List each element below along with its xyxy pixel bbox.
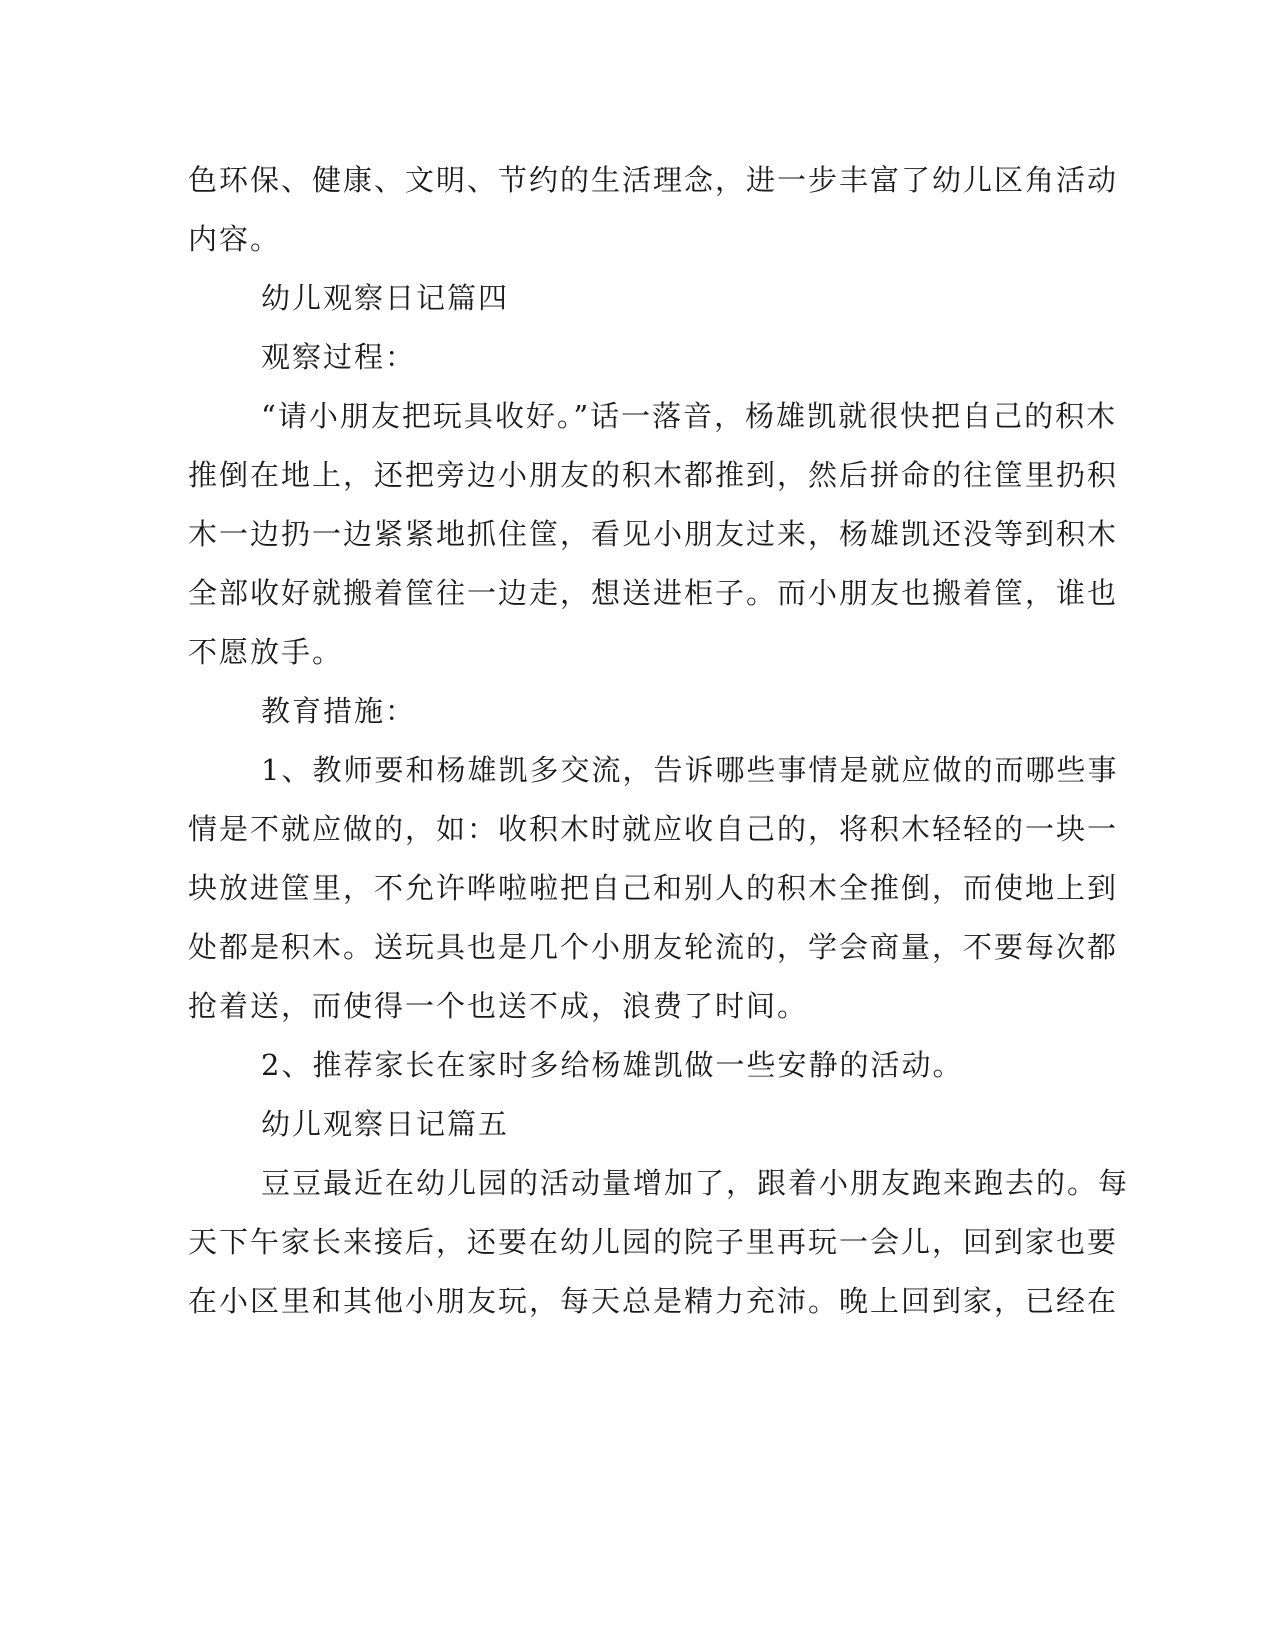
section-heading: 幼儿观察日记篇五 [261, 1107, 510, 1141]
section-heading: 幼儿观察日记篇四 [261, 281, 510, 315]
paragraph-line: 抢着送，而使得一个也送不成，浪费了时间。 [188, 989, 809, 1023]
paragraph-line: 不愿放手。 [188, 635, 344, 669]
paragraph-line: 情是不就应做的，如：收积木时就应收自己的，将积木轻轻的一块一 [188, 812, 1119, 846]
paragraph-line: 天下午家长来接后，还要在幼儿园的院子里再玩一会儿，回到家也要 [188, 1225, 1119, 1259]
subheading: 观察过程： [261, 340, 417, 374]
paragraph-line: “请小朋友把玩具收好。”话一落音，杨雄凯就很快把自己的积木 [261, 399, 1118, 433]
paragraph-line: 处都是积木。送玩具也是几个小朋友轮流的，学会商量，不要每次都 [188, 930, 1119, 964]
paragraph-line: 2、推荐家长在家时多给杨雄凯做一些安静的活动。 [261, 1048, 964, 1082]
paragraph-line: 推倒在地上，还把旁边小朋友的积木都推到，然后拼命的往筐里扔积 [188, 458, 1119, 492]
paragraph-line: 全部收好就搬着筐往一边走，想送进柜子。而小朋友也搬着筐，谁也 [188, 576, 1119, 610]
paragraph-line: 内容。 [188, 222, 282, 256]
paragraph-line: 在小区里和其他小朋友玩，每天总是精力充沛。晚上回到家，已经在 [188, 1284, 1119, 1318]
paragraph-line: 豆豆最近在幼儿园的活动量增加了，跟着小朋友跑来跑去的。每 [261, 1166, 1130, 1200]
paragraph-line: 木一边扔一边紧紧地抓住筐，看见小朋友过来，杨雄凯还没等到积木 [188, 517, 1119, 551]
subheading: 教育措施： [261, 694, 417, 728]
paragraph-line: 块放进筐里，不允许哗啦啦把自己和别人的积木全推倒，而使地上到 [188, 871, 1119, 905]
paragraph-line: 1、教师要和杨雄凯多交流，告诉哪些事情是就应做的而哪些事 [261, 753, 1119, 787]
paragraph-line: 色环保、健康、文明、节约的生活理念，进一步丰富了幼儿区角活动 [188, 163, 1119, 197]
